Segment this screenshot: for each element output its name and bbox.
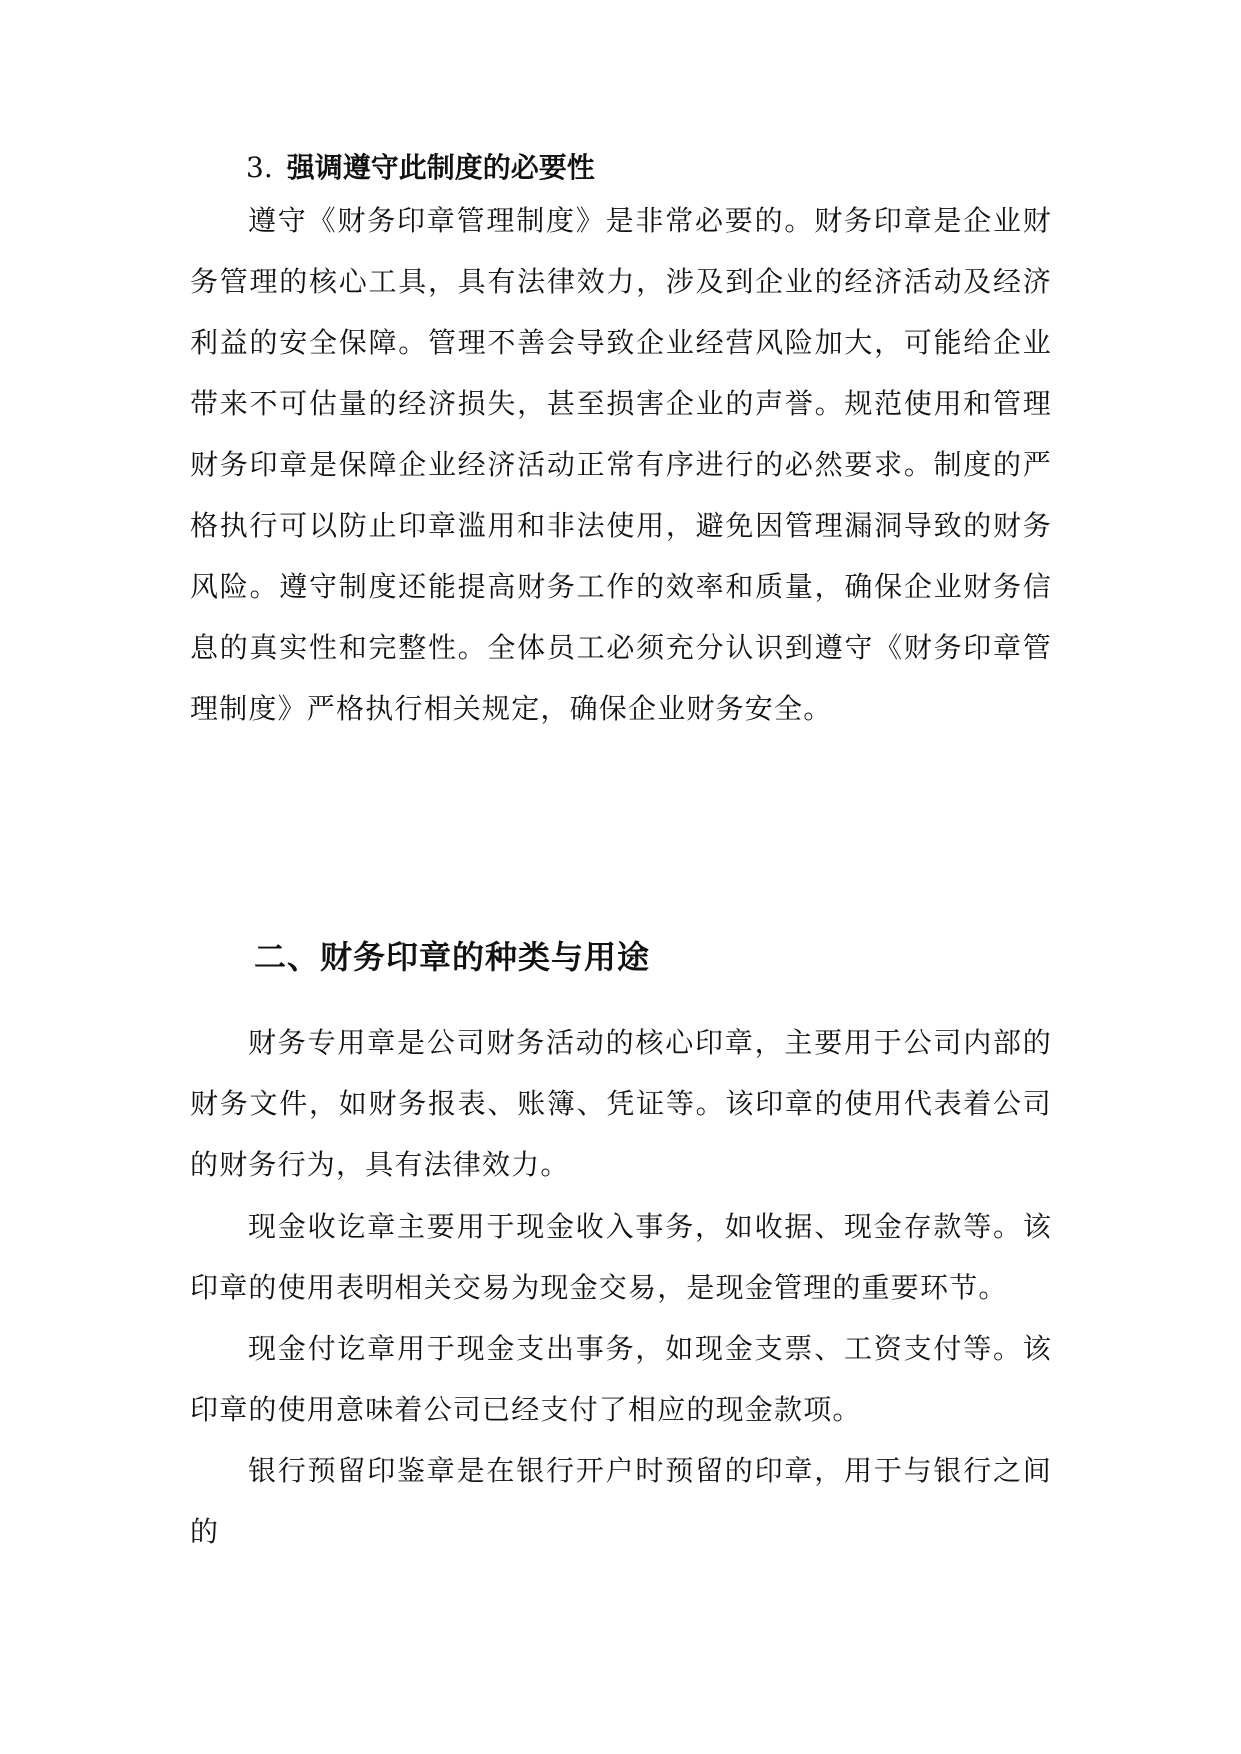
paragraph-finance-seal: 财务专用章是公司财务活动的核心印章，主要用于公司内部的财务文件，如财务报表、账簿、凭证等。该印章的使用代表着公司的财务行为，具有法律效力。: [190, 1026, 1052, 1181]
subsection-heading: [246, 148, 595, 188]
paragraph-cash-paid-seal: 现金付讫章用于现金支出事务，如现金支票、工资支付等。该印章的使用意味着公司已经支付了相应的现金款项。: [190, 1332, 1052, 1426]
paragraph-necessity: 遵守《财务印章管理制度》是非常必要的。财务印章是企业财务管理的核心工具，具有法律效力，涉及到企业的经济活动及经济利益的安全保障。管理不善会导致企业经营风险加大，可能给企业带来不可估量的经济损失，甚至损害企业的声誉。规范使用和管理财务印章是保障企业经济活动正常有序进行的必然要求。制度的严格执行可以防止印章滥用和非法使用，避免因管理漏洞导致的财务风险。遵守制度还能提高财务工作的效率和质量，确保企业财务信息的真实性和完整性。全体员工必须充分认识到遵守《财务印章管理制度》严格执行相关规定，确保企业财务安全。: [190, 204, 1052, 725]
paragraph-cash-received-seal: 现金收讫章主要用于现金收入事务，如收据、现金存款等。该印章的使用表明相关交易为现金交易，是现金管理的重要环节。: [190, 1210, 1052, 1304]
paragraph-bank-seal: 银行预留印鉴章是在银行开户时预留的印章，用于与银行之间的: [190, 1454, 1052, 1548]
subsection-number: 3.: [246, 151, 273, 184]
section-heading: 二、财务印章的种类与用途: [254, 938, 651, 976]
subsection-title: 强调遵守此制度的必要性: [286, 151, 595, 184]
